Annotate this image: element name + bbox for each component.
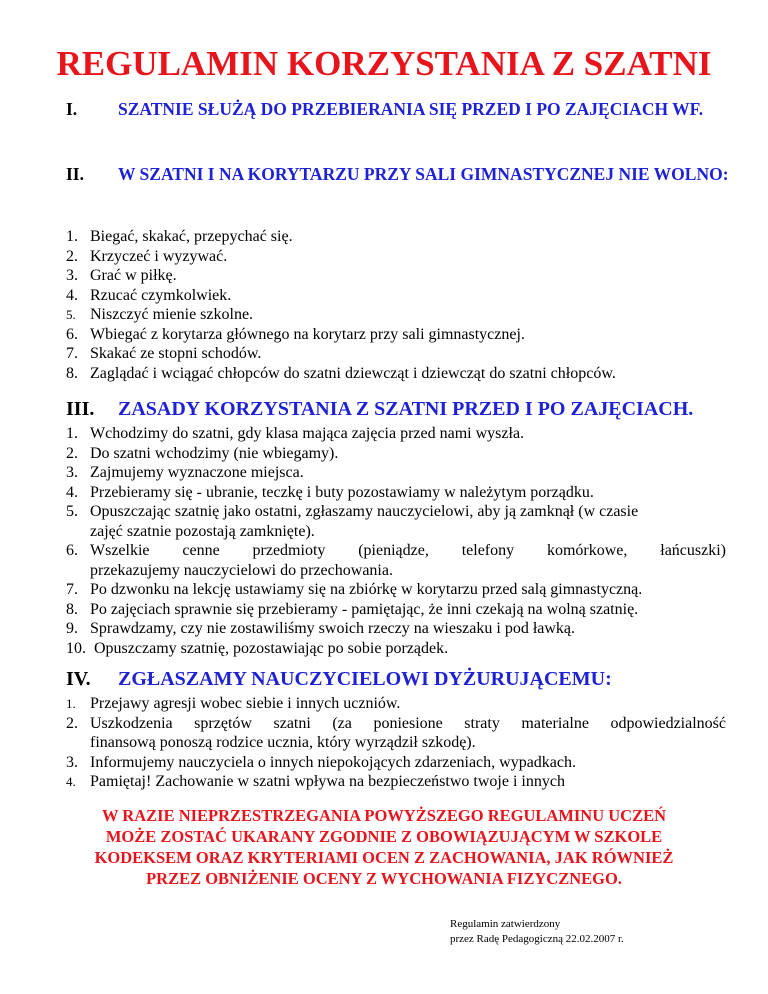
section-number: III. (66, 398, 95, 420)
warning-notice (40, 805, 728, 889)
list-item: 1. Biegać, skakać, przepychać się. (66, 228, 293, 245)
list-item: 4. Pamiętaj! Zachowanie w szatni wpływa na bezpieczeństwo twoje i innych (66, 773, 565, 790)
list-item: 7. Po dzwonku na lekcję ustawiamy się na zbiórkę w korytarzu przed salą gimnastyczną. (66, 581, 643, 598)
approval-line: Regulamin zatwierdzony (450, 918, 561, 930)
list-item: 2. Do szatni wchodzimy (nie wbiegamy). (66, 444, 339, 462)
list-item: 1. Przejawy agresji wobec siebie i innych uczniów. (66, 695, 401, 712)
section-text: SZATNIE SŁUŻĄ DO PRZEBIERANIA SIĘ PRZED I PO ZAJĘCIACH WF. (118, 99, 704, 119)
section-text: W SZATNI I NA KORYTARZU PRZY SALI GIMNASTYCZNEJ NIE WOLNO: (118, 164, 729, 184)
section-number: IV. (66, 668, 91, 690)
list-item: 6. Wbiegać z korytarza głównego na korytarz przy sali gimnastycznej. (66, 325, 525, 343)
list-item: 7. Skakać ze stopni schodów. (66, 345, 262, 362)
section-number: II. (66, 164, 84, 184)
list-item: 3. Zajmujemy wyznaczone miejsca. (66, 464, 304, 481)
warning-line: MOŻE ZOSTAĆ UKARANY ZGODNIE Z OBOWIĄZUJĄCYM W SZKOLE (105, 827, 663, 846)
section-number: I. (66, 99, 78, 119)
list-report (66, 694, 726, 792)
list-item: 6. Wszelkie cenne przedmioty (pieniądze, telefony komórkowe, łańcuszki) przekazujemy nauczycielowi do przechowania. (66, 542, 726, 579)
list-item: 3. Grać w piłkę. (66, 267, 177, 284)
list-item: 9. Sprawdzamy, czy nie zostawiliśmy swoich rzeczy na wieszaku i pod ławką. (66, 620, 576, 637)
warning-line: W RAZIE NIEPRZESTRZEGANIA POWYŻSZEGO REGULAMINU UCZEŃ (101, 806, 666, 825)
list-item: 8. Zaglądać i wciągać chłopców do szatni dziewcząt i dziewcząt do szatni chłopców. (66, 364, 616, 382)
list-item: 3. Informujemy nauczyciela o innych niepokojących zdarzeniach, wypadkach. (66, 753, 577, 771)
section-text: ZASADY KORZYSTANIA Z SZATNI PRZED I PO ZAJĘCIACH. (118, 398, 694, 420)
list-item: 1. Wchodzimy do szatni, gdy klasa mająca zajęcia przed nami wyszła. (66, 425, 525, 442)
list-item: 5. Niszczyć mienie szkolne. (66, 306, 254, 323)
list-item: 5. Opuszczając szatnię jako ostatni, zgłaszamy nauczycielowi, aby ją zamknął (w czasie zajęć szatnie pozostają zamknięte). (66, 503, 639, 540)
list-item: 8. Po zajęciach sprawnie się przebieramy - pamiętając, że inni czekają na wolną szatnię. (66, 600, 639, 618)
list-item: 2. Uszkodzenia sprzętów szatni (za poniesione straty materialne odpowiedzialność finansową ponoszą rodzice ucznia, który wyrządził szkodę). (66, 714, 726, 751)
approval-line: przez Radę Pedagogiczną 22.02.2007 r. (450, 933, 624, 945)
list-rules (66, 424, 726, 658)
list-item: 2. Krzyczeć i wyzywać. (66, 247, 228, 265)
page-title: REGULAMIN KORZYSTANIA Z SZATNI (56, 44, 712, 83)
list-item: 10. Opuszczamy szatnię, pozostawiając po sobie porządek. (66, 639, 449, 657)
list-item: 4. Przebieramy się - ubranie, teczkę i buty pozostawiamy w należytym porządku. (66, 483, 594, 501)
warning-line: PRZEZ OBNIŻENIE OCENY Z WYCHOWANIA FIZYCZNEGO. (146, 869, 622, 888)
warning-line: KODEKSEM ORAZ KRYTERIAMI OCEN Z ZACHOWANIA, JAK RÓWNIEŻ (94, 848, 674, 867)
approval-note (450, 917, 750, 947)
list-item: 4. Rzucać czymkolwiek. (66, 286, 232, 304)
section-text: ZGŁASZAMY NAUCZYCIELOWI DYŻURUJĄCEMU: (118, 668, 612, 690)
list-forbidden (66, 227, 726, 383)
